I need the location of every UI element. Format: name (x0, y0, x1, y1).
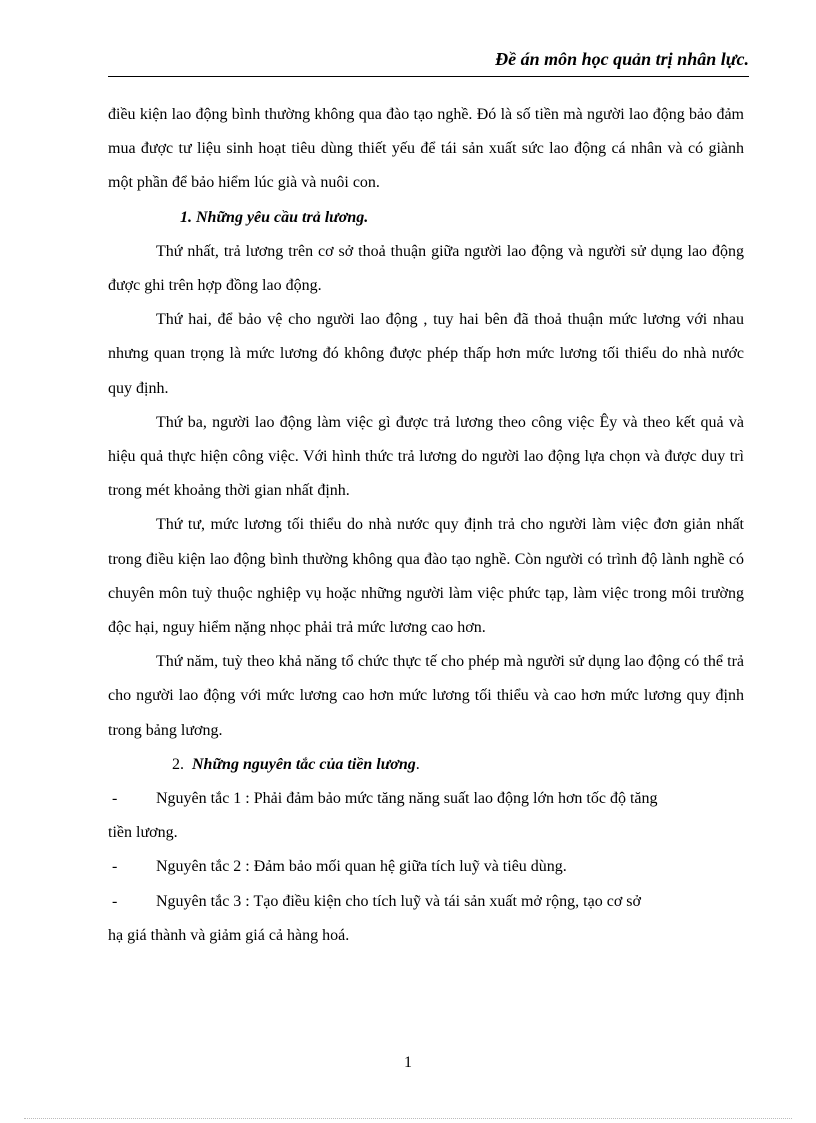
paragraph-continuation: điều kiện lao động bình thường không qua đào tạo nghề. Đó là số tiền mà người lao động bảo đảm mua được tư liệu sinh hoạt tiêu dùng thiết yếu để tái sản xuất sức lao động cá nhân và có giành một phần để bảo hiểm lúc già và nuôi con. (108, 106, 744, 192)
page-number: 1 (404, 1054, 412, 1071)
paragraph-second-requirement: Thứ hai, để bảo vệ cho người lao động , tuy hai bên đã thoả thuận mức lương với nhau nhưng quan trọng là mức lương đó không được phép thấp hơn mức lương tối thiểu do nhà nước quy định. (108, 311, 744, 397)
principle-item (108, 850, 744, 884)
bullet-dash: - (112, 790, 118, 808)
page-bottom-border (24, 1118, 792, 1119)
section-heading-2-number: 2. (172, 755, 184, 773)
principle-text: Nguyên tắc 2 : Đảm bảo mối quan hệ giữa tích luỹ và tiêu dùng. (156, 858, 567, 876)
section-heading-1: 1. Những yêu cầu trả lương. (180, 208, 369, 226)
bullet-dash: - (112, 892, 118, 910)
principle-text: Nguyên tắc 3 : Tạo điều kiện cho tích luỹ và tái sản xuất mở rộng, tạo cơ sở (156, 892, 641, 910)
principle-item (108, 782, 744, 850)
paragraph-third-requirement: Thứ ba, người lao động làm việc gì được trả lương theo công việc Êy và theo kết quả và hiệu quả thực hiện công việc. Với hình thức trả lương do người lao động lựa chọn và được duy trì trong mét khoảng thời gian nhất định. (108, 413, 744, 500)
document-body (108, 98, 744, 953)
paragraph-fourth-requirement: Thứ tư, mức lương tối thiểu do nhà nước quy định trả cho người làm việc đơn giản nhất trong điều kiện lao động bình thường không qua đào tạo nghề. Còn người có trình độ lành nghề có chuyên môn tuỳ thuộc nghiệp vụ hoặc những người làm việc phức tạp, làm việc trong môi trường độc hại, nguy hiểm nặng nhọc phải trả mức lương cao hơn. (108, 516, 744, 637)
principle-text-continued: tiền lương. (108, 824, 178, 842)
section-heading-2 (108, 748, 744, 782)
section-heading-2-text: Những nguyên tắc của tiền lương (192, 755, 416, 773)
principle-text: Nguyên tắc 1 : Phải đảm bảo mức tăng năng suất lao động lớn hơn tốc độ tăng (156, 790, 658, 808)
paragraph-first-requirement: Thứ nhất, trả lương trên cơ sở thoả thuận giữa người lao động và người sử dụng lao động được ghi trên hợp đồng lao động. (108, 242, 744, 295)
section-heading-2-end: . (415, 755, 420, 773)
principle-item (108, 885, 744, 953)
bullet-dash: - (112, 858, 118, 876)
page-header-title: Đề án môn học quản trị nhân lực. (495, 49, 749, 69)
paragraph-fifth-requirement: Thứ năm, tuỳ theo khả năng tổ chức thực tế cho phép mà người sử dụng lao động có thể trả cho người lao động với mức lương cao hơn mức lương tối thiểu và cao hơn mức lương quy định trong bảng lương. (108, 653, 744, 739)
principle-text-continued: hạ giá thành và giảm giá cả hàng hoá. (108, 926, 350, 944)
header-rule (108, 76, 749, 77)
